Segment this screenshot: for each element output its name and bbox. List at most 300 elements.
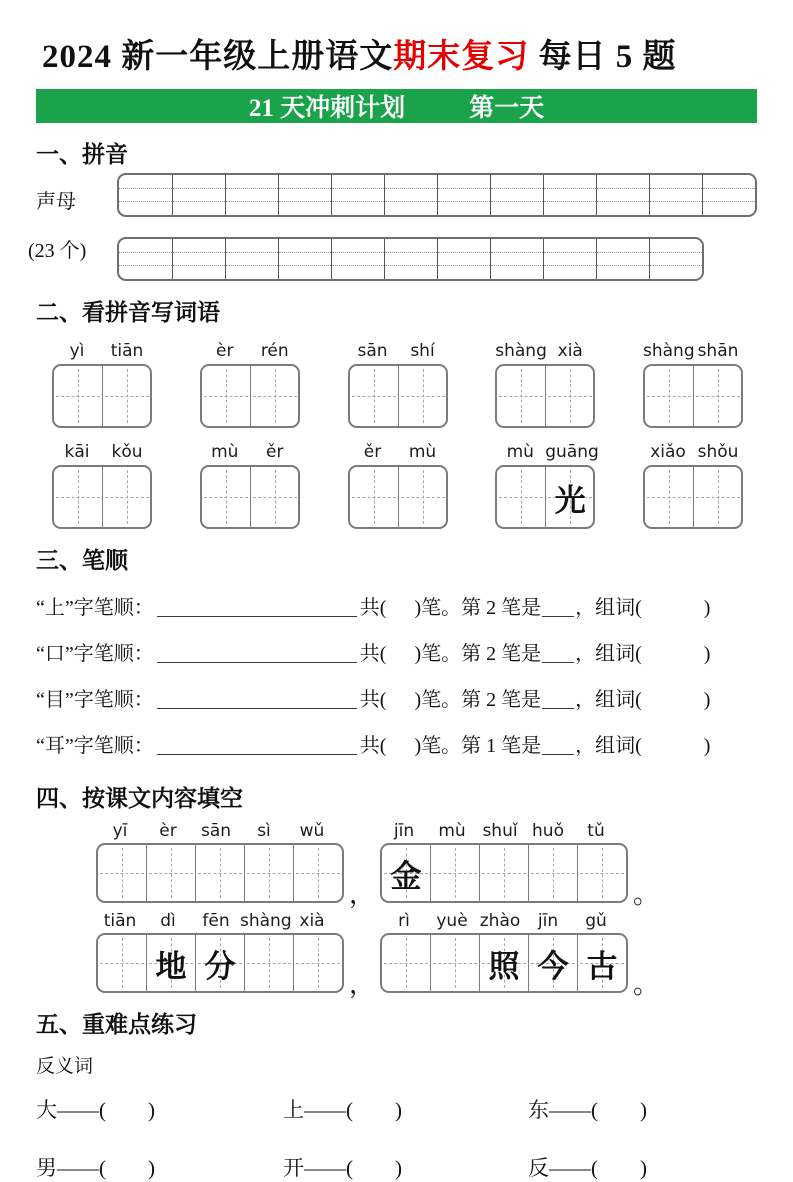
written-character <box>103 366 151 426</box>
pinyin-ruled-band <box>544 266 596 279</box>
pinyin-cell <box>490 175 543 215</box>
pinyin-syllable: shí <box>410 341 435 361</box>
pinyin-syllable: sān <box>200 821 232 841</box>
pinyin-label <box>200 442 300 462</box>
word-write-box <box>643 364 743 428</box>
pinyin-cell <box>225 175 278 215</box>
section-4-title: 四、按课文内容填空 <box>36 786 243 811</box>
pinyin-syllable: tǔ <box>587 821 605 841</box>
tianzige-grid <box>380 933 628 993</box>
written-character <box>54 467 102 527</box>
pinyin-ruled-band <box>119 266 172 279</box>
text-fill-area <box>36 821 757 1000</box>
tianzige-cell <box>545 467 594 527</box>
written-character <box>251 366 299 426</box>
written-character <box>98 935 146 991</box>
tianzige-cell <box>528 935 577 991</box>
tianzige-cell <box>479 845 528 901</box>
pinyin-ruled-band <box>597 266 649 279</box>
tianzige-cell <box>293 845 342 901</box>
pinyin-ruled-band <box>491 202 543 215</box>
pinyin-ruled-band <box>597 253 649 267</box>
stroke-line-text: ) <box>703 597 711 619</box>
word-write-box <box>495 465 595 529</box>
antonym-character: 大 <box>36 1098 57 1122</box>
pinyin-syllable: yī <box>112 821 128 841</box>
section-2-title: 二、看拼音写词语 <box>36 300 220 325</box>
pinyin-ruled-band <box>119 253 172 267</box>
pinyin-words-area <box>36 341 757 529</box>
answer-underline <box>157 616 357 617</box>
written-character <box>103 467 151 527</box>
stroke-order-line <box>36 688 757 713</box>
banner-plan-text: 21 天冲刺计划 <box>248 95 406 122</box>
pinyin-cell <box>172 239 225 279</box>
tianzige-cell <box>350 467 398 527</box>
written-character: 古 <box>586 948 618 984</box>
written-character <box>645 366 693 426</box>
pinyin-ruled-band <box>650 266 702 279</box>
pinyin-syllable: ěr <box>363 442 382 462</box>
tianzige-cell <box>382 935 430 991</box>
answer-underline <box>157 662 357 663</box>
pinyin-label <box>200 341 300 361</box>
stroke-order-area <box>36 596 757 759</box>
written-character <box>382 935 430 991</box>
pinyin-label <box>643 442 743 462</box>
pinyin-ruled-band <box>279 175 331 189</box>
stroke-line-lead: “耳”字笔顺： <box>36 735 154 757</box>
antonym-close: ) <box>395 1098 402 1122</box>
tianzige-cell <box>102 366 151 426</box>
pinyin-syllable: guāng <box>545 442 599 462</box>
antonym-close: ) <box>640 1098 647 1122</box>
pinyin-ruled-band <box>385 239 437 253</box>
pinyin-grid-row <box>117 237 704 281</box>
pinyin-cell <box>702 175 755 215</box>
pinyin-ruled-band <box>385 266 437 279</box>
pinyin-ruled-band <box>385 175 437 189</box>
pinyin-ruled-band <box>597 175 649 189</box>
pinyin-ruled-band <box>226 253 278 267</box>
stroke-line-text: 共( <box>359 643 387 665</box>
tianzige-cell <box>382 845 430 901</box>
tianzige-cell <box>528 845 577 901</box>
pinyin-cell <box>278 239 331 279</box>
pinyin-syllable: èr <box>216 341 234 361</box>
written-character: 今 <box>537 948 569 984</box>
pinyin-ruled-band <box>650 239 702 253</box>
pinyin-ruled-band <box>544 253 596 267</box>
tianzige-cell <box>146 845 195 901</box>
pinyin-syllable: xià <box>557 341 583 361</box>
antonym-item <box>528 1094 757 1124</box>
tianzige-cell <box>645 467 693 527</box>
pinyin-ruled-band <box>597 239 649 253</box>
section-5-title: 五、重难点练习 <box>36 1012 197 1037</box>
stroke-line-text: ，组词( <box>575 643 642 665</box>
written-character <box>497 366 545 426</box>
pinyin-ruled-band <box>119 202 172 215</box>
pinyin-grid-row <box>117 173 757 217</box>
stroke-line-lead: “上”字笔顺： <box>36 597 154 619</box>
pinyin-ruled-band <box>703 175 755 189</box>
pinyin-syllable: zhào <box>479 911 521 931</box>
pinyin-ruled-band <box>226 239 278 253</box>
pinyin-ruled-band <box>703 202 755 215</box>
pinyin-cell <box>119 239 172 279</box>
pinyin-cell <box>331 175 384 215</box>
pinyin-ruled-band <box>173 253 225 267</box>
pinyin-syllable: sì <box>257 821 271 841</box>
tianzige-cell <box>202 467 250 527</box>
title-highlight: 期末复习 <box>393 39 530 75</box>
pinyin-syllable: tiān <box>110 341 144 361</box>
word-item <box>200 442 300 529</box>
stroke-line-lead: “口”字笔顺： <box>36 643 154 665</box>
pinyin-syllable: yì <box>69 341 85 361</box>
pinyin-ruled-band <box>438 239 490 253</box>
antonym-item <box>283 1152 528 1182</box>
pinyin-ruled-band <box>279 239 331 253</box>
written-character <box>694 366 742 426</box>
antonym-dash-open: ——( <box>304 1098 353 1122</box>
pinyin-cell <box>331 239 384 279</box>
tianzige-cell <box>398 366 447 426</box>
pinyin-label <box>643 341 743 361</box>
pinyin-label <box>495 442 599 462</box>
tianzige-cell <box>398 467 447 527</box>
pinyin-ruled-band <box>173 239 225 253</box>
tianzige-cell <box>545 366 594 426</box>
pinyin-syllable: shān <box>697 341 739 361</box>
written-character <box>202 366 250 426</box>
pinyin-label-row <box>96 911 344 931</box>
stroke-order-line <box>36 642 757 667</box>
pinyin-label <box>348 341 448 361</box>
antonym-close: ) <box>395 1156 402 1180</box>
pinyin-ruled-band <box>438 189 490 203</box>
pinyin-syllable: huǒ <box>532 821 564 841</box>
antonym-character: 上 <box>283 1098 304 1122</box>
tianzige-cell <box>98 845 146 901</box>
tianzige-cell <box>98 935 146 991</box>
written-character <box>294 845 342 901</box>
pinyin-ruled-band <box>703 189 755 203</box>
pinyin-label-row <box>96 821 344 841</box>
pinyin-ruled-band <box>332 266 384 279</box>
written-character <box>694 467 742 527</box>
written-character <box>529 845 577 901</box>
fill-line <box>96 911 757 1000</box>
written-character <box>578 845 626 901</box>
stroke-order-line <box>36 596 757 621</box>
pinyin-ruled-band <box>279 266 331 279</box>
written-character <box>645 467 693 527</box>
pinyin-syllable: xià <box>299 911 325 931</box>
tianzige-cell <box>645 366 693 426</box>
answer-underline-short <box>542 708 574 709</box>
word-item <box>643 442 743 529</box>
written-character: 光 <box>554 482 586 518</box>
pinyin-ruled-band <box>173 266 225 279</box>
written-character <box>480 845 528 901</box>
antonym-item <box>283 1094 528 1124</box>
pinyin-cell <box>384 239 437 279</box>
title-suffix: 每日 5 题 <box>529 39 677 75</box>
pinyin-ruled-band <box>650 253 702 267</box>
stroke-line-text: ，组词( <box>575 689 642 711</box>
pinyin-cell <box>172 175 225 215</box>
pinyin-ruled-band <box>438 175 490 189</box>
fill-group <box>96 911 344 993</box>
tianzige-cell <box>195 935 244 991</box>
pinyin-syllable: jīn <box>537 911 559 931</box>
shengmu-label: 声母 <box>36 191 76 213</box>
tianzige-grid <box>380 843 628 903</box>
pinyin-cell <box>490 239 543 279</box>
pinyin-ruled-band <box>279 189 331 203</box>
word-write-box <box>52 465 152 529</box>
tianzige-cell <box>430 935 479 991</box>
pinyin-syllable: mù <box>408 442 437 462</box>
pinyin-cell <box>543 239 596 279</box>
written-character: 地 <box>155 948 187 984</box>
fill-group <box>96 821 344 903</box>
pinyin-syllable: shàng <box>240 911 292 931</box>
antonym-character: 开 <box>283 1156 304 1180</box>
tianzige-cell <box>244 935 293 991</box>
pinyin-cell <box>278 175 331 215</box>
antonym-grid <box>36 1094 757 1182</box>
word-write-box <box>200 364 300 428</box>
pinyin-ruled-band <box>650 175 702 189</box>
word-item <box>200 341 300 428</box>
antonym-subtitle: 反义词 <box>36 1056 94 1077</box>
word-item <box>495 442 599 529</box>
punctuation: ， <box>349 880 376 910</box>
written-character <box>497 467 545 527</box>
shengmu-count: (23 个) <box>28 240 87 262</box>
tianzige-grid <box>96 843 344 903</box>
pinyin-ruled-band <box>597 189 649 203</box>
tianzige-cell <box>250 366 299 426</box>
pinyin-ruled-band <box>491 266 543 279</box>
word-write-box <box>348 465 448 529</box>
pinyin-syllable: rén <box>260 341 289 361</box>
word-item <box>348 442 448 529</box>
title-main: 2024 新一年级上册语文 <box>42 39 394 75</box>
antonym-close: ) <box>640 1156 647 1180</box>
pinyin-cell <box>384 175 437 215</box>
pinyin-syllable: ěr <box>266 442 284 462</box>
pinyin-cell <box>596 239 649 279</box>
pinyin-ruled-band <box>119 175 172 189</box>
words-row <box>36 442 757 529</box>
pinyin-syllable: dì <box>160 911 176 931</box>
written-character: 照 <box>488 948 520 984</box>
pinyin-syllable: yuè <box>436 911 468 931</box>
pinyin-ruled-band <box>544 239 596 253</box>
antonym-dash-open: ——( <box>304 1156 353 1180</box>
words-row <box>36 341 757 428</box>
antonym-character: 反 <box>528 1156 549 1180</box>
tianzige-cell <box>577 845 626 901</box>
pinyin-syllable: shàng <box>643 341 695 361</box>
tianzige-cell <box>577 935 626 991</box>
stroke-line-text: ) <box>703 735 711 757</box>
antonym-dash-open: ——( <box>549 1156 598 1180</box>
tianzige-cell <box>479 935 528 991</box>
antonym-item <box>528 1152 757 1182</box>
pinyin-syllable: sān <box>357 341 388 361</box>
word-item <box>495 341 595 428</box>
tianzige-cell <box>54 467 102 527</box>
written-character <box>399 467 447 527</box>
stroke-line-text: 共( <box>359 597 387 619</box>
pinyin-ruled-band <box>438 266 490 279</box>
pinyin-ruled-band <box>279 202 331 215</box>
pinyin-cell <box>649 175 702 215</box>
pinyin-cell <box>437 175 490 215</box>
written-character <box>350 366 398 426</box>
pinyin-syllable: kǒu <box>111 442 143 462</box>
pinyin-cell <box>649 239 702 279</box>
tianzige-cell <box>102 467 151 527</box>
tianzige-cell <box>244 845 293 901</box>
tianzige-cell <box>693 467 742 527</box>
answer-underline-short <box>542 616 574 617</box>
pinyin-label-row <box>380 821 628 841</box>
pinyin-cell <box>119 175 172 215</box>
punctuation: ， <box>349 970 376 1000</box>
pinyin-syllable: shǒu <box>697 442 739 462</box>
pinyin-label <box>495 341 595 361</box>
pinyin-ruled-band <box>226 202 278 215</box>
pinyin-ruled-band <box>332 239 384 253</box>
tianzige-cell <box>350 366 398 426</box>
punctuation: 。 <box>633 970 660 1000</box>
stroke-line-text: ，组词( <box>575 735 642 757</box>
stroke-line-lead: “目”字笔顺： <box>36 689 154 711</box>
pinyin-side-labels <box>28 173 117 281</box>
written-character <box>350 467 398 527</box>
pinyin-ruled-band <box>597 202 649 215</box>
pinyin-syllable: shuǐ <box>482 821 518 841</box>
antonym-dash-open: ——( <box>57 1156 106 1180</box>
tianzige-cell <box>146 935 195 991</box>
written-character <box>546 366 594 426</box>
stroke-line-text: ，组词( <box>575 597 642 619</box>
pinyin-ruled-band <box>544 202 596 215</box>
word-item <box>348 341 448 428</box>
fill-group <box>380 911 628 993</box>
pinyin-ruled-band <box>332 202 384 215</box>
written-character <box>196 845 244 901</box>
word-write-box <box>52 364 152 428</box>
tianzige-cell <box>202 366 250 426</box>
pinyin-syllable: kāi <box>64 442 90 462</box>
written-character <box>245 845 293 901</box>
answer-underline-short <box>542 754 574 755</box>
punctuation: 。 <box>633 880 660 910</box>
pinyin-ruled-band <box>385 189 437 203</box>
stroke-line-text: 共( <box>359 689 387 711</box>
tianzige-cell <box>250 467 299 527</box>
plan-banner <box>36 89 757 123</box>
pinyin-ruled-band <box>650 202 702 215</box>
pinyin-label <box>348 442 448 462</box>
pinyin-syllable: gǔ <box>585 911 607 931</box>
antonym-close: ) <box>148 1156 155 1180</box>
word-write-box <box>348 364 448 428</box>
written-character <box>147 845 195 901</box>
antonym-close: ) <box>148 1098 155 1122</box>
tianzige-cell <box>430 845 479 901</box>
pinyin-ruled-band <box>226 189 278 203</box>
written-character <box>294 935 342 991</box>
section-3-title: 三、笔顺 <box>36 548 128 573</box>
pinyin-syllable: mù <box>438 821 466 841</box>
stroke-line-text: )笔。第 2 笔是 <box>414 597 542 619</box>
stroke-order-line <box>36 734 757 759</box>
pinyin-ruled-band <box>438 253 490 267</box>
pinyin-ruled-band <box>544 175 596 189</box>
written-character: 金 <box>390 858 422 894</box>
pinyin-ruled-band <box>385 253 437 267</box>
pinyin-ruled-band <box>491 253 543 267</box>
pinyin-syllable: èr <box>159 821 177 841</box>
pinyin-ruled-band <box>491 189 543 203</box>
pinyin-label <box>52 442 152 462</box>
antonym-item <box>36 1152 283 1182</box>
page-title <box>36 30 757 77</box>
pinyin-ruled-band <box>438 202 490 215</box>
written-character <box>431 845 479 901</box>
pinyin-ruled-band <box>332 175 384 189</box>
antonym-dash-open: ——( <box>57 1098 106 1122</box>
stroke-line-text: 共( <box>359 735 387 757</box>
tianzige-cell <box>54 366 102 426</box>
pinyin-ruled-band <box>226 266 278 279</box>
word-item <box>52 341 152 428</box>
written-character <box>251 467 299 527</box>
pinyin-cell <box>596 175 649 215</box>
written-character <box>202 467 250 527</box>
stroke-line-text: ) <box>703 643 711 665</box>
pinyin-ruled-band <box>173 189 225 203</box>
pinyin-label-row <box>380 911 628 931</box>
tianzige-cell <box>497 366 545 426</box>
stroke-line-text: )笔。第 2 笔是 <box>414 689 542 711</box>
word-item <box>52 442 152 529</box>
answer-underline <box>157 754 357 755</box>
pinyin-syllable: rì <box>398 911 410 931</box>
pinyin-syllable: mù <box>506 442 534 462</box>
pinyin-ruled-band <box>332 189 384 203</box>
tianzige-cell <box>497 467 545 527</box>
written-character <box>245 935 293 991</box>
pinyin-syllable: tiān <box>103 911 137 931</box>
pinyin-syllable: shàng <box>495 341 547 361</box>
stroke-line-text: )笔。第 1 笔是 <box>414 735 542 757</box>
pinyin-ruled-band <box>119 239 172 253</box>
stroke-line-text: ) <box>703 689 711 711</box>
pinyin-syllable: fēn <box>202 911 230 931</box>
banner-day-text: 第一天 <box>469 95 545 122</box>
antonym-item <box>36 1094 283 1124</box>
tianzige-cell <box>195 845 244 901</box>
